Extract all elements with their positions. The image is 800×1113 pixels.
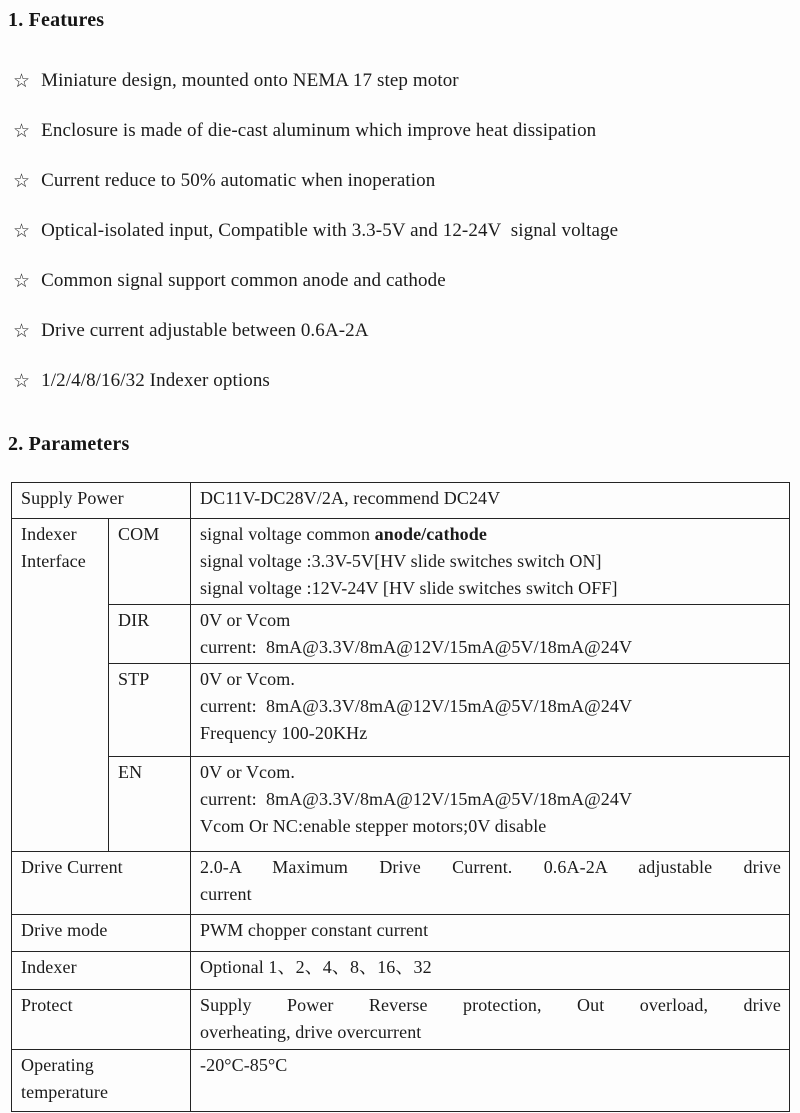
signal-value-cell-dir: [191, 605, 790, 664]
feature-text: Common signal support common anode and cathode: [41, 270, 446, 291]
table-row-supply-power: [12, 483, 790, 519]
feature-item: [13, 320, 790, 342]
com-line1-prefix: signal voltage common: [200, 524, 375, 544]
star-bullet-icon: ☆: [13, 70, 31, 92]
stp-value-line: 0V or Vcom.: [200, 669, 295, 689]
protect-label-cell: Protect: [12, 990, 191, 1050]
en-value-line: Vcom Or NC:enable stepper motors;0V disable: [200, 816, 547, 836]
en-value-line: 0V or Vcom.: [200, 762, 295, 782]
en-value-line: current: 8mA@3.3V/8mA@12V/15mA@5V/18mA@24V: [200, 789, 633, 809]
table-row-com: [12, 519, 790, 605]
table-row-en: [12, 757, 790, 852]
indexer-value-cell: Optional 1、2、4、8、16、32: [191, 952, 790, 990]
feature-text: Miniature design, mounted onto NEMA 17 step motor: [41, 70, 459, 91]
com-value-line: [200, 521, 781, 548]
indexer-interface-label-line: Indexer: [21, 524, 77, 544]
feature-item: [13, 370, 790, 392]
dir-value-line: 0V or Vcom: [200, 610, 291, 630]
table-row-indexer: [12, 952, 790, 990]
signal-name-cell-en: EN: [109, 757, 191, 852]
supply-power-label-cell: Supply Power: [12, 483, 191, 519]
protect-value-cell: [191, 990, 790, 1050]
drive-current-value-line: current: [200, 884, 252, 904]
signal-name-cell-dir: DIR: [109, 605, 191, 664]
feature-text: 1/2/4/8/16/32 Indexer options: [41, 370, 270, 391]
com-value-line: signal voltage :12V-24V [HV slide switches switch OFF]: [200, 578, 618, 598]
star-bullet-icon: ☆: [13, 270, 31, 292]
operating-temperature-label-line: Operating: [21, 1055, 94, 1075]
com-value-line: signal voltage :3.3V-5V[HV slide switches switch ON]: [200, 551, 602, 571]
feature-item: [13, 120, 790, 142]
star-bullet-icon: ☆: [13, 220, 31, 242]
table-row-drive-mode: [12, 915, 790, 952]
feature-text: Current reduce to 50% automatic when inoperation: [41, 170, 436, 191]
drive-current-value-cell: [191, 852, 790, 915]
table-row-dir: [12, 605, 790, 664]
stp-value-line: Frequency 100-20KHz: [200, 723, 368, 743]
star-bullet-icon: ☆: [13, 120, 31, 142]
drive-current-value-line: 2.0-A Maximum Drive Current. 0.6A-2A adjustable drive: [200, 857, 781, 877]
indexer-label-cell: Indexer: [12, 952, 191, 990]
drive-mode-value-cell: PWM chopper constant current: [191, 915, 790, 952]
com-line1-bold: anode/cathode: [374, 524, 487, 544]
dir-value-line: current: 8mA@3.3V/8mA@12V/15mA@5V/18mA@24V: [200, 637, 633, 657]
signal-value-cell-com: [191, 519, 790, 605]
signal-name-cell-stp: STP: [109, 664, 191, 757]
feature-item: [13, 220, 790, 242]
table-row-protect: [12, 990, 790, 1050]
parameters-table: [11, 482, 790, 1112]
signal-value-cell-stp: [191, 664, 790, 757]
stp-value-line: current: 8mA@3.3V/8mA@12V/15mA@5V/18mA@24V: [200, 696, 633, 716]
star-bullet-icon: ☆: [13, 370, 31, 392]
star-bullet-icon: ☆: [13, 170, 31, 192]
drive-current-label-cell: Drive Current: [12, 852, 191, 915]
feature-item: [13, 170, 790, 192]
feature-item: [13, 270, 790, 292]
feature-item: [13, 70, 790, 92]
feature-text: Enclosure is made of die-cast aluminum which improve heat dissipation: [41, 120, 597, 141]
feature-text: Drive current adjustable between 0.6A-2A: [41, 320, 369, 341]
indexer-interface-label-line: Interface: [21, 551, 86, 571]
signal-name-cell-com: COM: [109, 519, 191, 605]
protect-value-line: overheating, drive overcurrent: [200, 1022, 422, 1042]
operating-temperature-value-cell: -20°C-85°C: [191, 1050, 790, 1112]
table-row-operating-temperature: [12, 1050, 790, 1112]
indexer-interface-label-cell: [12, 519, 109, 852]
operating-temperature-label-cell: [12, 1050, 191, 1112]
table-row-stp: [12, 664, 790, 757]
operating-temperature-label-line: temperature: [21, 1082, 109, 1102]
table-row-drive-current: [12, 852, 790, 915]
supply-power-value-cell: DC11V-DC28V/2A, recommend DC24V: [191, 483, 790, 519]
star-bullet-icon: ☆: [13, 320, 31, 342]
signal-value-cell-en: [191, 757, 790, 852]
parameters-heading: 2. Parameters: [8, 433, 130, 455]
features-heading: 1. Features: [8, 9, 105, 31]
drive-mode-label-cell: Drive mode: [12, 915, 191, 952]
protect-value-line: Supply Power Reverse protection, Out overload, drive: [200, 995, 781, 1015]
feature-list: [8, 70, 790, 392]
feature-text: Optical-isolated input, Compatible with 3.3-5V and 12-24V signal voltage: [41, 220, 619, 241]
